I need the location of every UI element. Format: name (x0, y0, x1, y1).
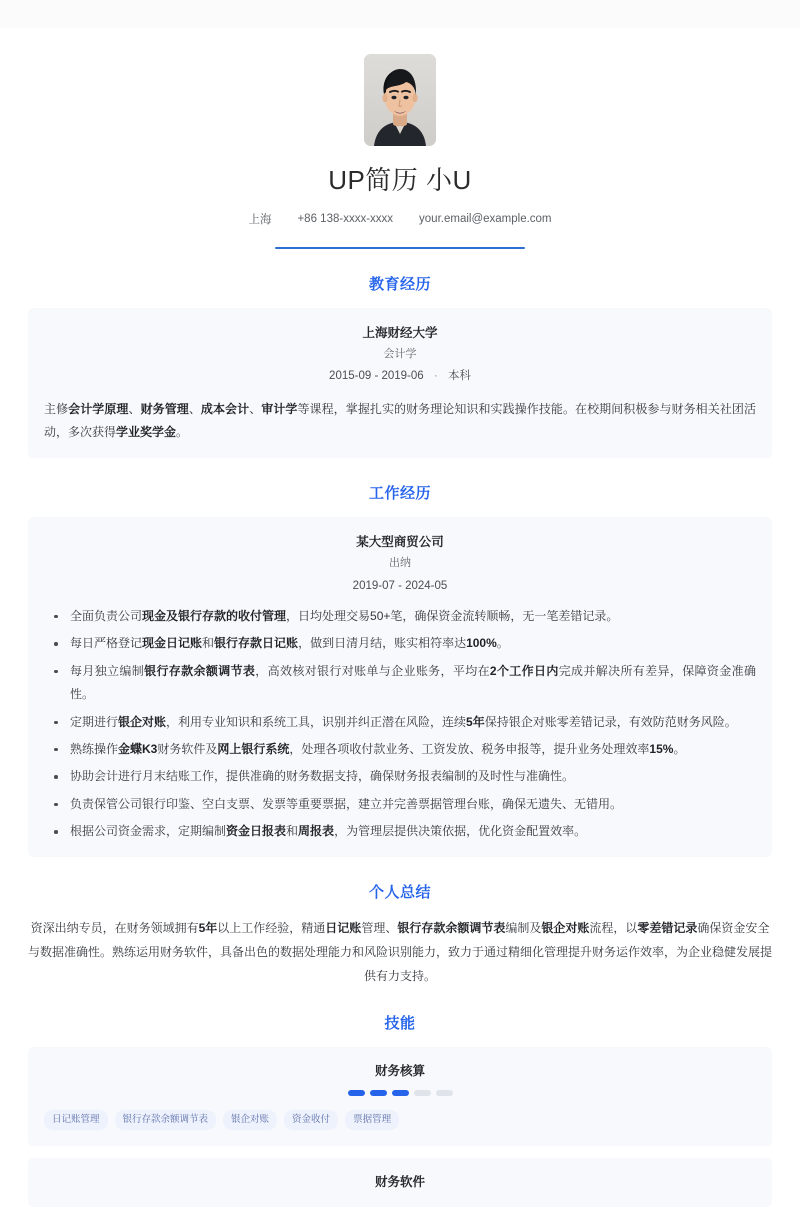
section-title-summary: 个人总结 (368, 884, 431, 902)
skill-tag: 银行存款余额调节表 (115, 1110, 217, 1130)
portrait-photo (364, 54, 436, 146)
work-bullet-text: 每日严格登记现金日记账和银行存款日记账，做到日清月结，账实相符率达100%。 (70, 636, 509, 651)
meta-separator: · (433, 370, 438, 383)
section-title-skills: 技能 (384, 1015, 416, 1033)
skill-level (44, 1090, 756, 1096)
skill-tag: 票据管理 (345, 1110, 399, 1130)
header-divider (275, 247, 525, 249)
work-bullet-text: 根据公司资金需求，定期编制资金日报表和周报表，为管理层提供决策依据，优化资金配置效率。 (70, 824, 587, 839)
work-bullet-text: 定期进行银企对账，利用专业知识和系统工具，识别并纠正潜在风险，连续5年保持银企对账零差错记录，有效防范财务风险。 (70, 714, 737, 729)
education-meta (44, 368, 756, 385)
contact-row (28, 211, 772, 227)
skills-list (28, 1047, 772, 1207)
skill-card (28, 1047, 772, 1145)
skill-name: 财务核算 (374, 1064, 425, 1079)
skill-level-pill (392, 1090, 409, 1096)
section-work (28, 482, 772, 857)
work-company: 某大型商贸公司 (356, 535, 444, 550)
contact-phone: +86 138-xxxx-xxxx (297, 213, 394, 226)
portrait-photo-image (364, 54, 436, 146)
section-title-education: 教育经历 (368, 276, 431, 294)
work-bullet-text: 每月独立编制银行存款余额调节表，高效核对银行对账单与企业账务，平均在2个工作日内完成并解决所有差异，保障资金准确性。 (70, 663, 756, 702)
work-bullet-text: 协助会计进行月末结账工作，提供准确的财务数据支持，确保财务报表编制的及时性与准确性。 (70, 769, 575, 784)
work-bullet-item (44, 793, 756, 816)
skill-level-pill (348, 1090, 365, 1096)
education-major: 会计学 (383, 347, 417, 360)
section-education (28, 273, 772, 458)
education-card (28, 308, 772, 458)
resume-page (0, 28, 800, 1207)
person-name: UP简历 小U (328, 165, 472, 195)
education-degree: 本科 (447, 370, 471, 383)
work-bullet-item (44, 605, 756, 628)
section-skills (28, 1012, 772, 1207)
section-title-work: 工作经历 (368, 485, 431, 503)
skill-level-pill (370, 1090, 387, 1096)
work-bullet-text: 熟练操作金蝶K3财务软件及网上银行系统，处理各项收付款业务、工资发放、税务申报等，提升业务处理效率15%。 (70, 741, 686, 756)
summary-text: 资深出纳专员，在财务领域拥有5年以上工作经验，精通日记账管理、银行存款余额调节表编制及银企对账流程，以零差错记录确保资金安全与数据准确性。熟练运用财务软件，具备出色的数据处理能力和风险识别能力，致力于通过精细化管理提升财务运作效率，为企业稳健发展提供有力支持。 (28, 921, 773, 984)
work-bullet-item (44, 660, 756, 707)
section-summary (28, 881, 772, 988)
skill-tag: 资金收付 (284, 1110, 338, 1130)
work-bullet-item (44, 765, 756, 788)
work-card (28, 517, 772, 857)
skill-tag: 银企对账 (223, 1110, 277, 1130)
skill-tags (44, 1110, 756, 1130)
education-date-range: 2015-09 - 2019-06 (329, 370, 424, 383)
work-bullet-item (44, 738, 756, 761)
skill-tag: 日记账管理 (44, 1110, 108, 1130)
work-position: 出纳 (389, 557, 411, 570)
skill-name: 财务软件 (374, 1174, 425, 1189)
skill-level-pill (414, 1090, 431, 1096)
work-bullet-text: 负责保管公司银行印鉴、空白支票、发票等重要票据，建立并完善票据管理台账，确保无遗失、无错用。 (70, 796, 623, 811)
contact-email: your.email@example.com (419, 213, 552, 226)
work-bullet-list (44, 605, 756, 844)
education-description: 主修会计学原理、财务管理、成本会计、审计学等课程，掌握扎实的财务理论知识和实践操作技能。在校期间积极参与财务相关社团活动，多次获得学业奖学金。 (44, 401, 756, 440)
skill-card (28, 1158, 772, 1207)
work-bullet-text: 全面负责公司现金及银行存款的收付管理，日均处理交易50+笔，确保资金流转顺畅，无一笔差错记录。 (70, 608, 619, 623)
resume-header (28, 28, 772, 249)
work-bullet-item (44, 632, 756, 655)
work-bullet-item (44, 711, 756, 734)
work-date-range: 2019-07 - 2024-05 (352, 579, 448, 592)
contact-location: 上海 (248, 214, 272, 227)
education-school: 上海财经大学 (362, 326, 438, 341)
work-bullet-item (44, 820, 756, 843)
skill-level-pill (436, 1090, 453, 1096)
